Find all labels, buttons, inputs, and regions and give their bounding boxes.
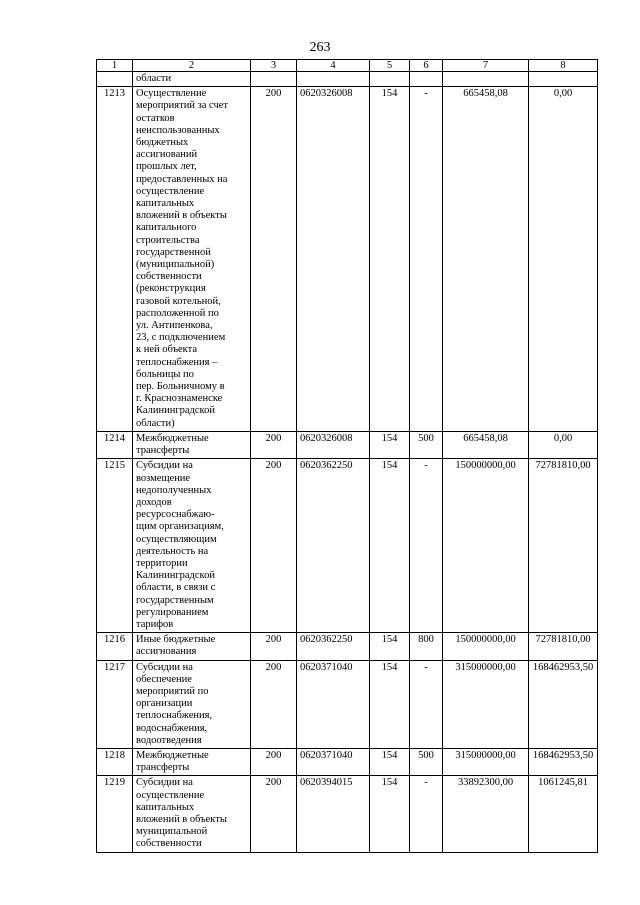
row-amount-8: 72781810,00 bbox=[529, 459, 598, 633]
row-code-3: 200 bbox=[251, 633, 297, 660]
row-code-3: 200 bbox=[251, 459, 297, 633]
row-number: 1214 bbox=[97, 431, 133, 458]
row-code-6: 800 bbox=[410, 633, 443, 660]
row-code-4: 0620326008 bbox=[297, 87, 370, 432]
column-header: 5 bbox=[370, 60, 410, 72]
column-header: 8 bbox=[529, 60, 598, 72]
row-code-6: - bbox=[410, 459, 443, 633]
row-amount-8: 72781810,00 bbox=[529, 633, 598, 660]
row-amount-8: 0,00 bbox=[529, 87, 598, 432]
table-row bbox=[97, 459, 598, 633]
row-code-3: 200 bbox=[251, 87, 297, 432]
row-code-4: 0620394015 bbox=[297, 776, 370, 852]
row-code-5: 154 bbox=[370, 660, 410, 748]
row-amount-7: 315000000,00 bbox=[443, 748, 529, 775]
row-amount-8: 168462953,50 bbox=[529, 748, 598, 775]
row-description: Межбюджетные трансферты bbox=[133, 431, 251, 458]
row-code-4: 0620362250 bbox=[297, 459, 370, 633]
row-amount-8: 0,00 bbox=[529, 431, 598, 458]
row-description: Межбюджетные трансферты bbox=[133, 748, 251, 775]
row-amount-7: 665458,08 bbox=[443, 87, 529, 432]
row-number: 1213 bbox=[97, 87, 133, 432]
row-code-4: 0620362250 bbox=[297, 633, 370, 660]
table-row bbox=[97, 87, 598, 432]
page-number: 263 bbox=[309, 40, 331, 55]
column-header: 2 bbox=[133, 60, 251, 72]
row-number: 1217 bbox=[97, 660, 133, 748]
table-row bbox=[97, 660, 598, 748]
row-code-3: 200 bbox=[251, 660, 297, 748]
row-description: Субсидии на обеспечение мероприятий по организации теплоснабжения, водоснабжения, водоотведения bbox=[133, 660, 251, 748]
row-code-5: 154 bbox=[370, 748, 410, 775]
row-code-6: 500 bbox=[410, 748, 443, 775]
table-row bbox=[97, 776, 598, 852]
row-amount-8: 168462953,50 bbox=[529, 660, 598, 748]
row-code-6: 500 bbox=[410, 431, 443, 458]
row-code-4: 0620326008 bbox=[297, 431, 370, 458]
row-code-6: - bbox=[410, 87, 443, 432]
row-code-3: 200 bbox=[251, 431, 297, 458]
row-code-3: 200 bbox=[251, 748, 297, 775]
row-amount-7: 665458,08 bbox=[443, 431, 529, 458]
row-amount-7: 150000000,00 bbox=[443, 633, 529, 660]
row-code-6: - bbox=[410, 776, 443, 852]
table-row bbox=[97, 748, 598, 775]
budget-table bbox=[96, 59, 598, 853]
column-header: 6 bbox=[410, 60, 443, 72]
row-amount-7: 315000000,00 bbox=[443, 660, 529, 748]
column-header-row bbox=[97, 60, 598, 72]
row-code-5: 154 bbox=[370, 431, 410, 458]
row-code-4: 0620371040 bbox=[297, 660, 370, 748]
row-number: 1215 bbox=[97, 459, 133, 633]
row-description: Субсидии на осуществление капитальных вложений в объекты муниципальной собственности bbox=[133, 776, 251, 852]
row-code-5: 154 bbox=[370, 87, 410, 432]
column-header: 7 bbox=[443, 60, 529, 72]
column-header: 1 bbox=[97, 60, 133, 72]
continuation-row bbox=[97, 72, 598, 87]
table-row bbox=[97, 633, 598, 660]
row-number: 1219 bbox=[97, 776, 133, 852]
row-number: 1218 bbox=[97, 748, 133, 775]
row-amount-7: 150000000,00 bbox=[443, 459, 529, 633]
row-code-3: 200 bbox=[251, 776, 297, 852]
row-code-5: 154 bbox=[370, 633, 410, 660]
row-amount-8: 1061245,81 bbox=[529, 776, 598, 852]
row-description: Осуществление мероприятий за счет остатков неиспользованных бюджетных ассигнований прошлых лет, предоставленных на осуществление капитальных вложений в объекты капитального строительства государственной (муниципальной) собственности (реконструкция газовой котельной, расположенной по ул. Антипенкова, 23, с подключением к ней объекта теплоснабжения – больницы по пер. Больничному в г. Краснознаменске Калининградской области) bbox=[133, 87, 251, 432]
row-code-5: 154 bbox=[370, 776, 410, 852]
row-description: Иные бюджетные ассигнования bbox=[133, 633, 251, 660]
row-amount-7: 33892300,00 bbox=[443, 776, 529, 852]
continuation-text: области bbox=[133, 72, 251, 87]
row-code-4: 0620371040 bbox=[297, 748, 370, 775]
row-code-6: - bbox=[410, 660, 443, 748]
table-row bbox=[97, 431, 598, 458]
column-header: 4 bbox=[297, 60, 370, 72]
row-number: 1216 bbox=[97, 633, 133, 660]
row-description: Субсидии на возмещение недополученных доходов ресурсоснабжаю- щим организациям, осуществляющим деятельность на территории Калининградской области, в связи с государственным регулированием тарифов bbox=[133, 459, 251, 633]
row-code-5: 154 bbox=[370, 459, 410, 633]
column-header: 3 bbox=[251, 60, 297, 72]
